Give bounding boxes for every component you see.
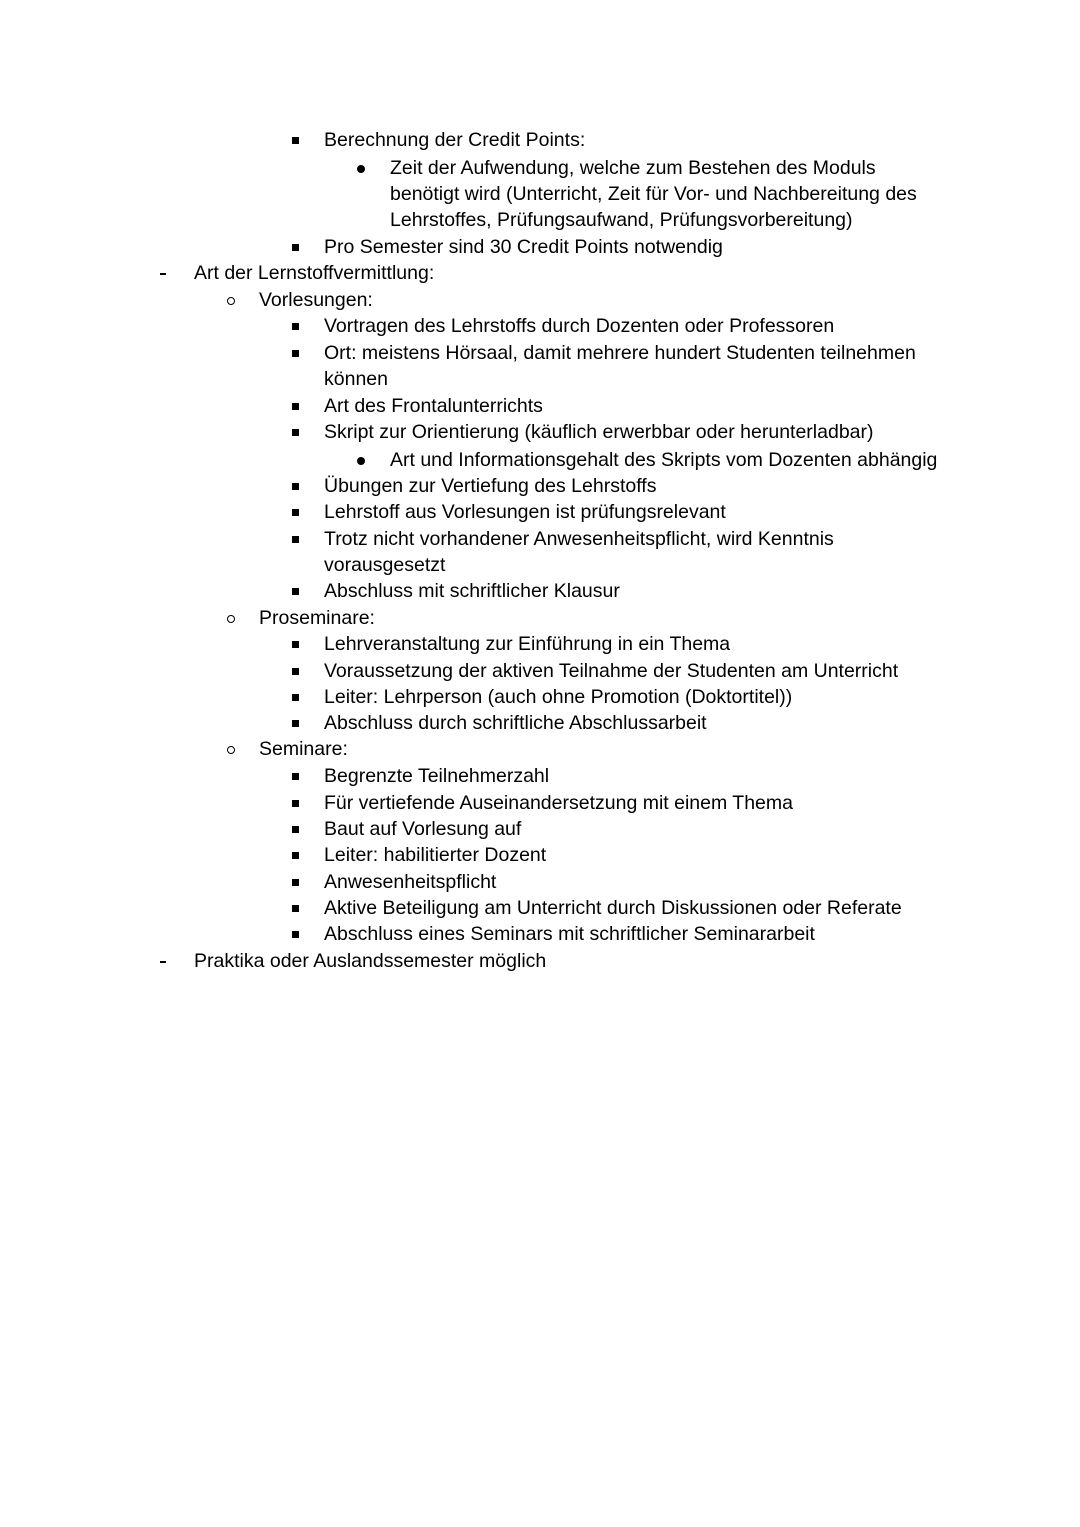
list-item-text: Proseminare: (259, 607, 375, 629)
list-item-text: Skript zur Orientierung (käuflich erwerbbar oder herunterladbar) (324, 421, 874, 443)
list-item-text: Praktika oder Auslandssemester möglich (194, 950, 547, 972)
square-bullet-icon (292, 137, 299, 144)
square-bullet-icon (292, 800, 299, 807)
square-bullet-icon (292, 931, 299, 938)
square-bullet-icon (292, 694, 299, 701)
list-item-text: Art des Frontalunterrichts (324, 395, 543, 417)
square-bullet-icon (292, 641, 299, 648)
list-item-text: benötigt wird (Unterricht, Zeit für Vor- und Nachbereitung des (390, 183, 917, 205)
list-item-text: Art und Informationsgehalt des Skripts vom Dozenten abhängig (390, 449, 938, 471)
square-bullet-icon (292, 323, 299, 330)
dash-bullet-icon (160, 273, 166, 275)
list-item-text: können (324, 368, 388, 390)
list-item-text: Vorlesungen: (259, 289, 373, 311)
dot-bullet-icon (357, 165, 365, 173)
list-item-text: Trotz nicht vorhandener Anwesenheitspflicht, wird Kenntnis (324, 528, 834, 550)
list-item-text: Zeit der Aufwendung, welche zum Bestehen des Moduls (390, 157, 876, 179)
dash-bullet-icon (160, 961, 166, 963)
dot-bullet-icon (357, 457, 365, 465)
circle-bullet-icon (227, 297, 235, 305)
list-item-text: Leiter: habilitierter Dozent (324, 844, 547, 866)
square-bullet-icon (292, 244, 299, 251)
square-bullet-icon (292, 668, 299, 675)
square-bullet-icon (292, 879, 299, 886)
list-item-text: Berechnung der Credit Points: (324, 129, 586, 151)
square-bullet-icon (292, 852, 299, 859)
square-bullet-icon (292, 536, 299, 543)
list-item-text: Seminare: (259, 738, 348, 760)
list-item-text: Für vertiefende Auseinandersetzung mit einem Thema (324, 792, 793, 814)
list-item-text: Lehrstoffes, Prüfungsaufwand, Prüfungsvorbereitung) (390, 209, 853, 231)
square-bullet-icon (292, 483, 299, 490)
list-item-text: Art der Lernstoffvermittlung: (194, 262, 435, 284)
circle-bullet-icon (227, 746, 235, 754)
square-bullet-icon (292, 905, 299, 912)
list-item-text: Baut auf Vorlesung auf (324, 818, 522, 840)
list-item-text: Abschluss mit schriftlicher Klausur (324, 580, 620, 602)
square-bullet-icon (292, 509, 299, 516)
list-item-text: Pro Semester sind 30 Credit Points notwendig (324, 236, 723, 258)
list-item-text: Lehrveranstaltung zur Einführung in ein Thema (324, 633, 731, 655)
square-bullet-icon (292, 350, 299, 357)
square-bullet-icon (292, 826, 299, 833)
list-item-text: Ort: meistens Hörsaal, damit mehrere hundert Studenten teilnehmen (324, 342, 916, 364)
list-item-text: Anwesenheitspflicht (324, 871, 497, 893)
list-item-text: Voraussetzung der aktiven Teilnahme der Studenten am Unterricht (324, 660, 899, 682)
list-item-text: Begrenzte Teilnehmerzahl (324, 765, 550, 787)
square-bullet-icon (292, 720, 299, 727)
list-item-text: Lehrstoff aus Vorlesungen ist prüfungsrelevant (324, 501, 726, 523)
square-bullet-icon (292, 403, 299, 410)
square-bullet-icon (292, 773, 299, 780)
list-item-text: vorausgesetzt (324, 554, 446, 576)
list-item-text: Aktive Beteiligung am Unterricht durch Diskussionen oder Referate (324, 897, 902, 919)
list-item-text: Abschluss durch schriftliche Abschlussarbeit (324, 712, 707, 734)
list-item-text: Übungen zur Vertiefung des Lehrstoffs (324, 475, 657, 497)
list-item-text: Vortragen des Lehrstoffs durch Dozenten oder Professoren (324, 315, 835, 337)
list-item-text: Leiter: Lehrperson (auch ohne Promotion (Doktortitel)) (324, 686, 793, 708)
list-item-text: Abschluss eines Seminars mit schriftlicher Seminararbeit (324, 923, 815, 945)
square-bullet-icon (292, 429, 299, 436)
circle-bullet-icon (227, 615, 235, 623)
square-bullet-icon (292, 588, 299, 595)
